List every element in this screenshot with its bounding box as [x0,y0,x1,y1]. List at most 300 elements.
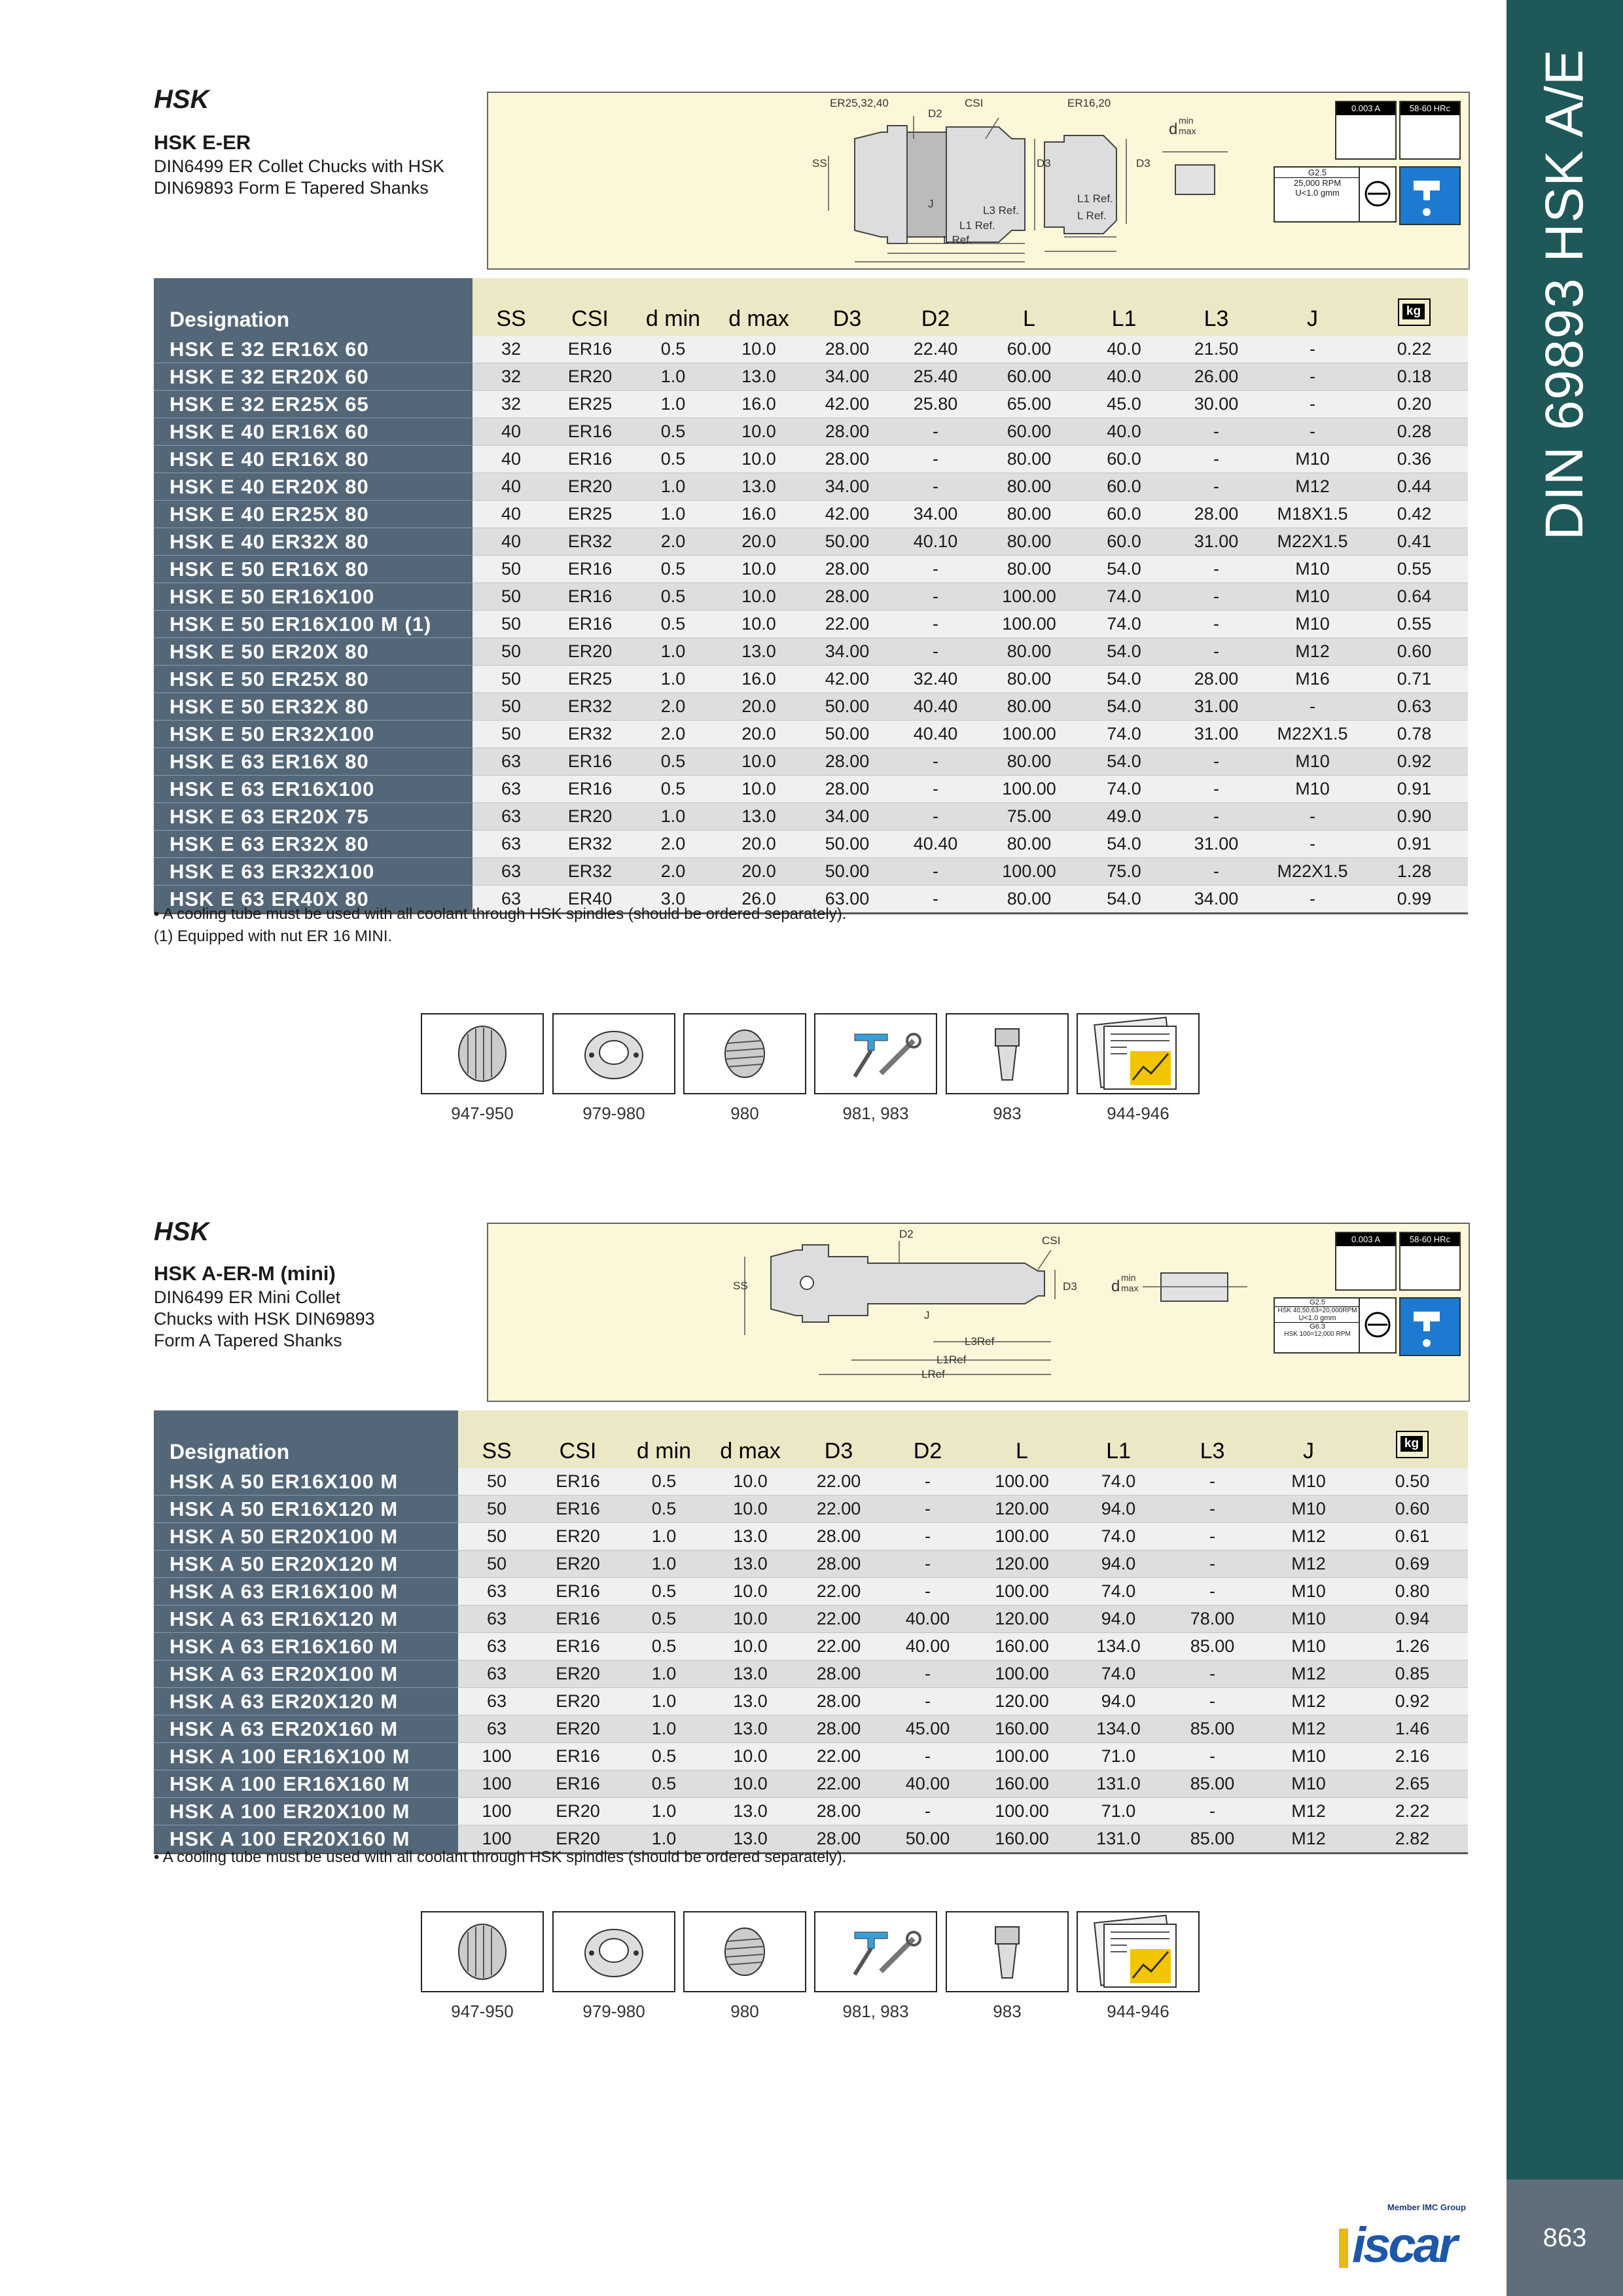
label-d: d [1169,120,1178,138]
table-cell: ER16 [550,611,630,638]
tolerance-text: 0.003 A [1336,102,1395,115]
table-cell: 94.0 [1073,1496,1164,1523]
table-cell: 50 [458,1523,535,1551]
table-cell: - [893,748,978,776]
table-cell: 0.5 [630,446,716,473]
table-cell: 80.00 [978,693,1080,721]
table-cell: 20.0 [716,831,802,858]
table-cell: 60.00 [978,418,1080,446]
table-cell: 45.0 [1080,391,1168,418]
table-row [154,638,1468,666]
table-cell: 0.5 [630,336,716,363]
cell-designation: HSK A 63 ER20X160 M [154,1715,458,1743]
col-j: J [1260,1410,1357,1468]
table-cell: 65.00 [978,391,1080,418]
table-cell: M12 [1260,1551,1357,1578]
table-cell: 28.00 [793,1688,884,1715]
col-d3: D3 [793,1410,884,1468]
table-cell: 85.00 [1164,1825,1260,1854]
table-cell: - [1164,1743,1260,1770]
table-cell: - [893,858,978,886]
balance-unbalance: U<1.0 gmm [1295,188,1340,198]
table-cell: 74.0 [1080,721,1168,748]
table-cell: 63 [458,1688,535,1715]
table-cell: 0.5 [620,1468,707,1496]
table-cell: - [1164,1468,1260,1496]
table-cell: 0.18 [1361,363,1468,391]
table-cell: ER40 [550,886,630,914]
table-cell: - [893,418,978,446]
col-ss: SS [473,278,550,336]
table-cell: - [1264,831,1361,858]
table-cell: - [884,1743,971,1770]
table-cell: 10.0 [707,1605,793,1633]
label-d2: D2 [928,107,942,120]
table-cell: 1.0 [630,638,716,666]
cell-designation: HSK A 100 ER16X160 M [154,1770,458,1798]
table-cell: 0.55 [1361,611,1468,638]
table-cell: 0.5 [630,556,716,583]
table-cell: 80.00 [978,528,1080,556]
accessory-page-ref[interactable]: 944-946 [1107,1103,1169,1123]
col-dmax: d max [707,1410,793,1468]
table-row [154,666,1468,693]
table-cell: 32 [473,363,550,391]
table-cell: 16.0 [716,391,802,418]
cell-designation: HSK E 50 ER32X100 [154,721,473,748]
table-cell: 74.0 [1080,583,1168,611]
table-cell: 0.5 [620,1633,707,1660]
table-cell: 28.00 [1168,666,1264,693]
cell-designation: HSK E 40 ER32X 80 [154,528,473,556]
accessory-page-ref[interactable]: 979-980 [582,2001,645,2021]
table-cell: 28.00 [793,1660,884,1688]
table-cell: 50.00 [802,831,893,858]
col-dmax: d max [716,278,802,336]
table-cell: M12 [1260,1715,1357,1743]
table-cell: 1.0 [620,1523,707,1551]
note-coolant: • A cooling tube must be used with all coolant through HSK spindles (should be ordered separately). [154,905,847,923]
table-cell: 1.0 [620,1688,707,1715]
table-cell: 63 [458,1660,535,1688]
table-cell: 28.00 [793,1798,884,1825]
table-cell: 28.00 [802,556,893,583]
table-cell: 16.0 [716,666,802,693]
label-csi: CSI [965,97,984,109]
table-cell: 50 [473,638,550,666]
table-cell: - [893,556,978,583]
table-cell: 40 [473,418,550,446]
table-cell: 54.0 [1080,886,1168,914]
table-cell: ER16 [535,1605,620,1633]
table-cell: 160.00 [971,1825,1073,1854]
table-cell: 1.0 [630,473,716,501]
table-cell: 74.0 [1080,776,1168,803]
table-cell: 63 [458,1715,535,1743]
col-l3: L3 [1168,278,1264,336]
table-cell: 13.0 [707,1825,793,1854]
table-cell: ER25 [550,391,630,418]
accessory-page-ref[interactable]: 983 [993,2001,1022,2021]
label-dmax: max [1121,1283,1139,1293]
table-cell: ER16 [550,336,630,363]
table-cell: 20.0 [716,693,802,721]
cell-designation: HSK E 50 ER25X 80 [154,666,473,693]
collet-icon [421,1013,544,1094]
cell-designation: HSK E 50 ER16X100 M (1) [154,611,473,638]
table-cell: - [1168,611,1264,638]
table-cell: 13.0 [707,1523,793,1551]
table-cell: 60.0 [1080,528,1168,556]
label-l: LRef [921,1368,945,1380]
table-cell: ER32 [550,693,630,721]
table-cell: ER25 [550,501,630,528]
table-cell: - [884,1660,971,1688]
table-cell: 34.00 [802,638,893,666]
cell-designation: HSK E 50 ER20X 80 [154,638,473,666]
table-cell: ER20 [550,363,630,391]
table-cell: ER16 [535,1633,620,1660]
table-cell: 50 [473,556,550,583]
table-cell: 25.40 [893,363,978,391]
table-cell: 94.0 [1073,1551,1164,1578]
table-header-row [154,1410,1468,1468]
table-cell: 22.00 [802,611,893,638]
cell-designation: HSK E 32 ER16X 60 [154,336,473,363]
table-cell: 100.00 [971,1578,1073,1605]
cell-designation: HSK E 40 ER25X 80 [154,501,473,528]
table-cell: 63 [473,803,550,831]
table-cell: - [884,1578,971,1605]
table-cell: 1.0 [620,1551,707,1578]
table-cell: 120.00 [971,1605,1073,1633]
table-cell: M10 [1260,1496,1357,1523]
table-cell: 63 [458,1605,535,1633]
table-cell: 28.00 [793,1551,884,1578]
table-cell: 160.00 [971,1770,1073,1798]
hardness-box [1399,1232,1461,1291]
table-cell: 0.41 [1361,528,1468,556]
table-row [154,1798,1468,1825]
logo-accent [1339,2229,1348,2268]
table-cell: - [1168,858,1264,886]
table-cell: 60.0 [1080,501,1168,528]
table-cell: 0.5 [630,611,716,638]
table-cell: 2.0 [630,693,716,721]
label-l3: L3 Ref. [983,204,1019,217]
table-row [154,1688,1468,1715]
table-cell: 0.22 [1361,336,1468,363]
table-cell: ER16 [550,748,630,776]
table-cell: 0.60 [1361,638,1468,666]
table-cell: 31.00 [1168,693,1264,721]
page-number: 863 [1543,2223,1587,2252]
table-cell: 40.00 [884,1605,971,1633]
accessory-page-ref[interactable]: 983 [993,1103,1022,1123]
table-cell: - [1168,418,1264,446]
table-cell: 50 [458,1551,535,1578]
table-cell: 40 [473,501,550,528]
product-table [154,278,1468,914]
table-cell: 30.00 [1168,391,1264,418]
table-cell: - [1164,1496,1260,1523]
table-cell: 60.00 [978,336,1080,363]
table-cell: M10 [1264,748,1361,776]
table-cell: 54.0 [1080,748,1168,776]
cell-designation: HSK E 32 ER25X 65 [154,391,473,418]
notes [154,1848,846,1867]
table-row [154,391,1468,418]
table-cell: 49.0 [1080,803,1168,831]
label-l1: L1 Ref. [959,219,995,232]
table-cell: M10 [1264,556,1361,583]
table-cell: 16.0 [716,501,802,528]
label-dmin: min [1179,115,1194,126]
table-cell: 10.0 [707,1770,793,1798]
balance-grade: G2.5 [1275,1299,1360,1307]
cell-designation: HSK E 32 ER20X 60 [154,363,473,391]
table-cell: 10.0 [716,556,802,583]
table-cell: 50 [458,1468,535,1496]
table-row [154,446,1468,473]
cell-designation: HSK A 63 ER16X120 M [154,1605,458,1633]
table-cell: 26.00 [1168,363,1264,391]
table-cell: 74.0 [1073,1523,1164,1551]
table-cell: 0.91 [1361,776,1468,803]
table-cell: 40.40 [893,831,978,858]
table-cell: 2.22 [1357,1798,1468,1825]
table-cell: 0.80 [1357,1578,1468,1605]
accessory-page-ref[interactable]: 944-946 [1107,2001,1169,2021]
table-cell: 10.0 [716,336,802,363]
accessory-page-ref[interactable]: 980 [730,1103,759,1123]
cell-designation: HSK A 100 ER20X100 M [154,1798,458,1825]
table-cell: 1.28 [1361,858,1468,886]
tolerance-box [1335,101,1397,160]
table-row [154,336,1468,363]
table-row [154,418,1468,446]
table-cell: 100.00 [978,611,1080,638]
accessory-page-ref[interactable]: 979-980 [582,1103,645,1123]
table-cell: - [1164,1551,1260,1578]
table-cell: ER32 [550,721,630,748]
table-cell: 22.00 [793,1633,884,1660]
table-cell: 0.64 [1361,583,1468,611]
col-weight [1361,278,1468,336]
table-cell: 20.0 [716,528,802,556]
table-cell: 100.00 [971,1743,1073,1770]
table-cell: 26.0 [716,886,802,914]
table-cell: 134.0 [1073,1633,1164,1660]
table-cell: 2.0 [630,528,716,556]
accessory-page-ref[interactable]: 981, 983 [842,2001,909,2021]
table-cell: 1.0 [620,1798,707,1825]
cell-designation: HSK A 50 ER16X100 M [154,1468,458,1496]
label-l: L Ref. [943,234,972,246]
technical-drawing [487,1223,1470,1402]
table-cell: - [1168,638,1264,666]
table-cell: - [1264,363,1361,391]
label-l-small: L Ref. [1077,209,1107,222]
table-cell: 63 [473,831,550,858]
accessory-page-ref[interactable]: 947-950 [451,1103,514,1123]
table-cell: 80.00 [978,473,1080,501]
table-row [154,1523,1468,1551]
label-er-large: ER25,32,40 [830,97,889,109]
label-d2: D2 [899,1228,914,1240]
table-cell: 60.0 [1080,446,1168,473]
stop-screw-icon [946,1013,1069,1094]
table-cell: ER20 [535,1798,620,1825]
table-cell: - [1264,391,1361,418]
table-cell: 0.91 [1361,831,1468,858]
table-cell: 10.0 [716,418,802,446]
table-cell: 10.0 [716,583,802,611]
table-cell: M12 [1260,1688,1357,1715]
wrench-icon [814,1911,937,1992]
accessory-page-ref[interactable]: 947-950 [451,2001,514,2021]
table-cell: 34.00 [893,501,978,528]
table-cell: - [1164,1798,1260,1825]
table-cell: - [1264,693,1361,721]
table-cell: 80.00 [978,638,1080,666]
table-cell: 63 [458,1578,535,1605]
stop-screw-icon [946,1911,1069,1992]
table-cell: 63 [473,748,550,776]
table-cell: 75.00 [978,803,1080,831]
accessory-page-ref[interactable]: 980 [730,2001,759,2021]
col-designation: Designation [154,278,473,336]
table-cell: 0.20 [1361,391,1468,418]
table-cell: - [884,1798,971,1825]
cell-designation: HSK E 63 ER16X100 [154,776,473,803]
table-cell: 40 [473,528,550,556]
table-row [154,803,1468,831]
table-cell: M22X1.5 [1264,858,1361,886]
table-cell: 28.00 [793,1715,884,1743]
cell-designation: HSK A 63 ER20X100 M [154,1660,458,1688]
table-cell: 40.00 [884,1770,971,1798]
table-cell: 34.00 [1168,886,1264,914]
label-d3: D3 [1063,1280,1077,1293]
technical-drawing [487,92,1470,270]
table-cell: - [893,803,978,831]
table-cell: M10 [1260,1633,1357,1660]
table-cell: 10.0 [716,611,802,638]
table-cell: 0.42 [1361,501,1468,528]
table-cell: 0.71 [1361,666,1468,693]
cell-designation: HSK E 63 ER20X 75 [154,803,473,831]
table-row [154,721,1468,748]
table-cell: ER20 [535,1551,620,1578]
hardness-box [1399,101,1461,160]
table-cell: 100.00 [971,1468,1073,1496]
table-cell: 22.00 [793,1496,884,1523]
table-row [154,1551,1468,1578]
cell-designation: HSK E 40 ER20X 80 [154,473,473,501]
table-cell: 50 [473,666,550,693]
table-cell: - [1168,583,1264,611]
table-cell: M22X1.5 [1264,721,1361,748]
table-cell: 34.00 [802,473,893,501]
col-j: J [1264,278,1361,336]
table-cell: 31.00 [1168,528,1264,556]
table-cell: 31.00 [1168,721,1264,748]
hardness-text: 58-60 HRc [1400,102,1459,115]
table-cell: 22.00 [793,1605,884,1633]
table-row [154,1578,1468,1605]
table-row [154,473,1468,501]
table-cell: 63 [473,858,550,886]
table-cell: 2.0 [630,721,716,748]
cell-designation: HSK A 100 ER20X160 M [154,1825,458,1854]
col-csi: CSI [550,278,630,336]
table-cell: 80.00 [978,748,1080,776]
table-cell: 10.0 [707,1496,793,1523]
balance-rpm-2: HSK 100=12,000 RPM [1284,1331,1351,1338]
label-csi: CSI [1042,1234,1061,1247]
table-row [154,583,1468,611]
table-cell: ER20 [550,803,630,831]
nut-icon [552,1911,675,1992]
table-cell: - [1168,446,1264,473]
table-cell: 80.00 [978,556,1080,583]
table-cell: 10.0 [707,1633,793,1660]
cell-designation: HSK A 50 ER20X120 M [154,1551,458,1578]
table-cell: 85.00 [1164,1715,1260,1743]
wrench-icon [814,1013,937,1094]
table-cell: 1.0 [630,363,716,391]
table-cell: M10 [1260,1770,1357,1798]
table-cell: 2.82 [1357,1825,1468,1854]
table-cell: 100 [458,1825,535,1854]
table-cell: 2.0 [630,831,716,858]
table-cell: - [884,1551,971,1578]
table-cell: 40.0 [1080,336,1168,363]
table-cell: 54.0 [1080,638,1168,666]
table-cell: 1.0 [630,501,716,528]
table-cell: ER20 [535,1660,620,1688]
table-cell: M10 [1264,446,1361,473]
table-cell: 50.00 [802,858,893,886]
table-cell: 20.0 [716,721,802,748]
table-cell: 3.0 [630,886,716,914]
table-cell: ER16 [550,556,630,583]
table-cell: 2.16 [1357,1743,1468,1770]
table-cell: 0.5 [620,1770,707,1798]
table-cell: 74.0 [1073,1578,1164,1605]
balance-box [1274,1297,1361,1354]
table-cell: M12 [1264,638,1361,666]
table-cell: 85.00 [1164,1770,1260,1798]
col-d3: D3 [802,278,893,336]
balance-grade-2: G6.3 [1310,1323,1325,1331]
col-l: L [971,1410,1073,1468]
table-cell: 40 [473,473,550,501]
accessory-page-ref[interactable]: 981, 983 [842,1103,909,1123]
table-cell: 40.00 [884,1633,971,1660]
table-cell: ER16 [535,1770,620,1798]
table-cell: M10 [1260,1605,1357,1633]
table-cell: 120.00 [971,1496,1073,1523]
table-cell: 22.00 [793,1578,884,1605]
table-cell: ER20 [535,1715,620,1743]
table-cell: 25.80 [893,391,978,418]
technical-section-icon [1077,1911,1200,1992]
tolerance-box [1335,1232,1397,1291]
cell-designation: HSK E 50 ER16X100 [154,583,473,611]
col-csi: CSI [535,1410,620,1468]
